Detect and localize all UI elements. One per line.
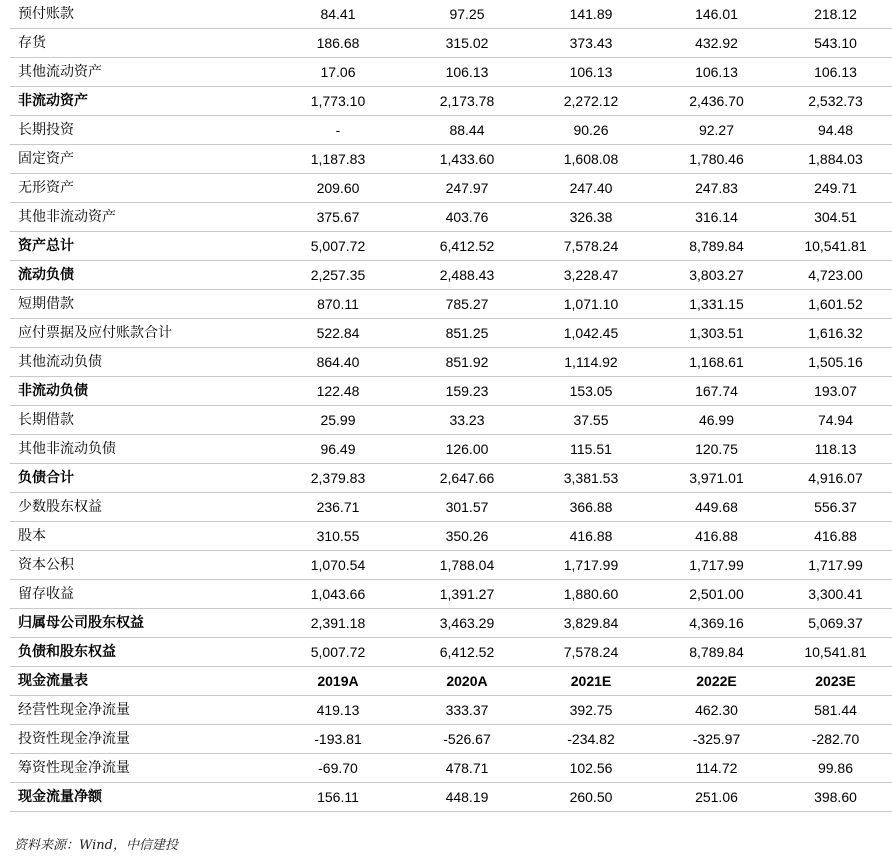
value-cell: 3,803.27 <box>654 261 779 290</box>
row-label: 股本 <box>10 522 270 551</box>
value-cell: 1,884.03 <box>779 145 892 174</box>
value-cell: 1,391.27 <box>406 580 528 609</box>
row-label: 经营性现金净流量 <box>10 696 270 725</box>
value-cell: 851.92 <box>406 348 528 377</box>
table-row <box>10 725 892 754</box>
year-header-cell: 2021E <box>528 667 654 696</box>
value-cell: 120.75 <box>654 435 779 464</box>
table-row <box>10 348 892 377</box>
year-header-cell: 2020A <box>406 667 528 696</box>
value-cell: 785.27 <box>406 290 528 319</box>
row-label: 长期投资 <box>10 116 270 145</box>
value-cell: 106.13 <box>528 58 654 87</box>
row-label: 资产总计 <box>10 232 270 261</box>
value-cell: 448.19 <box>406 783 528 812</box>
table-header-row <box>10 667 892 696</box>
value-cell: 366.88 <box>528 493 654 522</box>
value-cell: 106.13 <box>779 58 892 87</box>
value-cell: 10,541.81 <box>779 638 892 667</box>
table-row <box>10 116 892 145</box>
value-cell: 146.01 <box>654 0 779 29</box>
value-cell: 249.71 <box>779 174 892 203</box>
value-cell: 1,616.32 <box>779 319 892 348</box>
table-row <box>10 493 892 522</box>
value-cell: 1,880.60 <box>528 580 654 609</box>
value-cell: -325.97 <box>654 725 779 754</box>
value-cell: 247.40 <box>528 174 654 203</box>
table-row <box>10 754 892 783</box>
value-cell: 7,578.24 <box>528 638 654 667</box>
value-cell: 543.10 <box>779 29 892 58</box>
table-row <box>10 87 892 116</box>
value-cell: 37.55 <box>528 406 654 435</box>
value-cell: 10,541.81 <box>779 232 892 261</box>
value-cell: 1,303.51 <box>654 319 779 348</box>
value-cell: 556.37 <box>779 493 892 522</box>
financial-table <box>10 0 892 812</box>
table-row <box>10 203 892 232</box>
row-label: 现金流量净额 <box>10 783 270 812</box>
value-cell: 2,488.43 <box>406 261 528 290</box>
value-cell: -526.67 <box>406 725 528 754</box>
table-row <box>10 783 892 812</box>
value-cell: 84.41 <box>270 0 406 29</box>
year-header-cell: 2023E <box>779 667 892 696</box>
row-label: 少数股东权益 <box>10 493 270 522</box>
table-row <box>10 638 892 667</box>
row-label: 预付账款 <box>10 0 270 29</box>
value-cell: 1,717.99 <box>779 551 892 580</box>
value-cell: 2,532.73 <box>779 87 892 116</box>
value-cell: 5,069.37 <box>779 609 892 638</box>
row-label: 存货 <box>10 29 270 58</box>
table-row <box>10 609 892 638</box>
value-cell: 851.25 <box>406 319 528 348</box>
value-cell: 4,916.07 <box>779 464 892 493</box>
value-cell: 167.74 <box>654 377 779 406</box>
value-cell: 122.48 <box>270 377 406 406</box>
value-cell: 96.49 <box>270 435 406 464</box>
value-cell: 301.57 <box>406 493 528 522</box>
value-cell: 74.94 <box>779 406 892 435</box>
value-cell: 1,071.10 <box>528 290 654 319</box>
value-cell: -193.81 <box>270 725 406 754</box>
value-cell: 209.60 <box>270 174 406 203</box>
value-cell: 2,647.66 <box>406 464 528 493</box>
value-cell: 333.37 <box>406 696 528 725</box>
table-row <box>10 232 892 261</box>
value-cell: 247.83 <box>654 174 779 203</box>
value-cell: 1,070.54 <box>270 551 406 580</box>
row-label: 固定资产 <box>10 145 270 174</box>
value-cell: 310.55 <box>270 522 406 551</box>
table-row <box>10 261 892 290</box>
table-row <box>10 29 892 58</box>
value-cell: 416.88 <box>528 522 654 551</box>
value-cell: 1,601.52 <box>779 290 892 319</box>
row-label: 应付票据及应付账款合计 <box>10 319 270 348</box>
value-cell: 106.13 <box>654 58 779 87</box>
table-row <box>10 377 892 406</box>
value-cell: 46.99 <box>654 406 779 435</box>
value-cell: 118.13 <box>779 435 892 464</box>
value-cell: 2,391.18 <box>270 609 406 638</box>
value-cell: 581.44 <box>779 696 892 725</box>
value-cell: 4,723.00 <box>779 261 892 290</box>
value-cell: 416.88 <box>779 522 892 551</box>
value-cell: 115.51 <box>528 435 654 464</box>
value-cell: 7,578.24 <box>528 232 654 261</box>
value-cell: 350.26 <box>406 522 528 551</box>
value-cell: 106.13 <box>406 58 528 87</box>
value-cell: 304.51 <box>779 203 892 232</box>
value-cell: 3,300.41 <box>779 580 892 609</box>
value-cell: 141.89 <box>528 0 654 29</box>
value-cell: 864.40 <box>270 348 406 377</box>
table-row <box>10 58 892 87</box>
value-cell: 373.43 <box>528 29 654 58</box>
value-cell: 193.07 <box>779 377 892 406</box>
value-cell: 1,168.61 <box>654 348 779 377</box>
table-row <box>10 406 892 435</box>
value-cell: 1,043.66 <box>270 580 406 609</box>
value-cell: 3,829.84 <box>528 609 654 638</box>
value-cell: 3,381.53 <box>528 464 654 493</box>
value-cell: 186.68 <box>270 29 406 58</box>
value-cell: 114.72 <box>654 754 779 783</box>
value-cell: 2,436.70 <box>654 87 779 116</box>
table-row <box>10 435 892 464</box>
row-label: 归属母公司股东权益 <box>10 609 270 638</box>
value-cell: 3,463.29 <box>406 609 528 638</box>
value-cell: 5,007.72 <box>270 232 406 261</box>
value-cell: 236.71 <box>270 493 406 522</box>
value-cell: 1,717.99 <box>654 551 779 580</box>
value-cell: 1,780.46 <box>654 145 779 174</box>
value-cell: -282.70 <box>779 725 892 754</box>
value-cell: 94.48 <box>779 116 892 145</box>
source-note: 资料来源：Wind，中信建投 <box>14 838 178 853</box>
row-label: 负债和股东权益 <box>10 638 270 667</box>
value-cell: 315.02 <box>406 29 528 58</box>
value-cell: 1,114.92 <box>528 348 654 377</box>
value-cell: 419.13 <box>270 696 406 725</box>
table-row <box>10 174 892 203</box>
value-cell: 1,608.08 <box>528 145 654 174</box>
table-row <box>10 145 892 174</box>
value-cell: 375.67 <box>270 203 406 232</box>
row-label: 其他非流动负债 <box>10 435 270 464</box>
value-cell: 6,412.52 <box>406 232 528 261</box>
table-row <box>10 0 892 29</box>
year-header-cell: 2022E <box>654 667 779 696</box>
row-label: 负债合计 <box>10 464 270 493</box>
value-cell: 8,789.84 <box>654 232 779 261</box>
value-cell: 156.11 <box>270 783 406 812</box>
value-cell: 1,187.83 <box>270 145 406 174</box>
value-cell: 316.14 <box>654 203 779 232</box>
value-cell: 99.86 <box>779 754 892 783</box>
value-cell: 1,773.10 <box>270 87 406 116</box>
value-cell: 2,379.83 <box>270 464 406 493</box>
value-cell: 522.84 <box>270 319 406 348</box>
value-cell: 392.75 <box>528 696 654 725</box>
value-cell: 6,412.52 <box>406 638 528 667</box>
value-cell: 462.30 <box>654 696 779 725</box>
value-cell: 449.68 <box>654 493 779 522</box>
value-cell: 4,369.16 <box>654 609 779 638</box>
value-cell: 2,257.35 <box>270 261 406 290</box>
value-cell: 102.56 <box>528 754 654 783</box>
row-label: 长期借款 <box>10 406 270 435</box>
value-cell: 33.23 <box>406 406 528 435</box>
value-cell: 2,272.12 <box>528 87 654 116</box>
row-label: 无形资产 <box>10 174 270 203</box>
table-row <box>10 319 892 348</box>
row-label: 流动负债 <box>10 261 270 290</box>
value-cell: 97.25 <box>406 0 528 29</box>
year-header-cell: 2019A <box>270 667 406 696</box>
value-cell: 478.71 <box>406 754 528 783</box>
value-cell: 2,501.00 <box>654 580 779 609</box>
value-cell: - <box>270 116 406 145</box>
table-row <box>10 696 892 725</box>
table-row <box>10 464 892 493</box>
value-cell: 159.23 <box>406 377 528 406</box>
table-row <box>10 551 892 580</box>
value-cell: 92.27 <box>654 116 779 145</box>
row-label: 短期借款 <box>10 290 270 319</box>
value-cell: 126.00 <box>406 435 528 464</box>
row-label: 留存收益 <box>10 580 270 609</box>
value-cell: 1,788.04 <box>406 551 528 580</box>
value-cell: 90.26 <box>528 116 654 145</box>
value-cell: 1,717.99 <box>528 551 654 580</box>
value-cell: 247.97 <box>406 174 528 203</box>
row-label: 筹资性现金净流量 <box>10 754 270 783</box>
row-label: 资本公积 <box>10 551 270 580</box>
value-cell: 88.44 <box>406 116 528 145</box>
value-cell: 870.11 <box>270 290 406 319</box>
value-cell: 260.50 <box>528 783 654 812</box>
value-cell: 1,042.45 <box>528 319 654 348</box>
value-cell: 326.38 <box>528 203 654 232</box>
row-label: 其他非流动资产 <box>10 203 270 232</box>
row-label: 现金流量表 <box>10 667 270 696</box>
value-cell: -69.70 <box>270 754 406 783</box>
table-row <box>10 290 892 319</box>
value-cell: 218.12 <box>779 0 892 29</box>
value-cell: 1,433.60 <box>406 145 528 174</box>
row-label: 非流动负债 <box>10 377 270 406</box>
value-cell: 2,173.78 <box>406 87 528 116</box>
row-label: 其他流动负债 <box>10 348 270 377</box>
value-cell: 432.92 <box>654 29 779 58</box>
row-label: 投资性现金净流量 <box>10 725 270 754</box>
value-cell: 5,007.72 <box>270 638 406 667</box>
value-cell: 153.05 <box>528 377 654 406</box>
value-cell: 251.06 <box>654 783 779 812</box>
value-cell: 1,331.15 <box>654 290 779 319</box>
value-cell: 3,971.01 <box>654 464 779 493</box>
row-label: 非流动资产 <box>10 87 270 116</box>
value-cell: 8,789.84 <box>654 638 779 667</box>
financial-table-body <box>10 0 892 812</box>
value-cell: 17.06 <box>270 58 406 87</box>
value-cell: 1,505.16 <box>779 348 892 377</box>
table-row <box>10 522 892 551</box>
table-row <box>10 580 892 609</box>
value-cell: -234.82 <box>528 725 654 754</box>
value-cell: 403.76 <box>406 203 528 232</box>
value-cell: 25.99 <box>270 406 406 435</box>
value-cell: 3,228.47 <box>528 261 654 290</box>
row-label: 其他流动资产 <box>10 58 270 87</box>
value-cell: 416.88 <box>654 522 779 551</box>
value-cell: 398.60 <box>779 783 892 812</box>
